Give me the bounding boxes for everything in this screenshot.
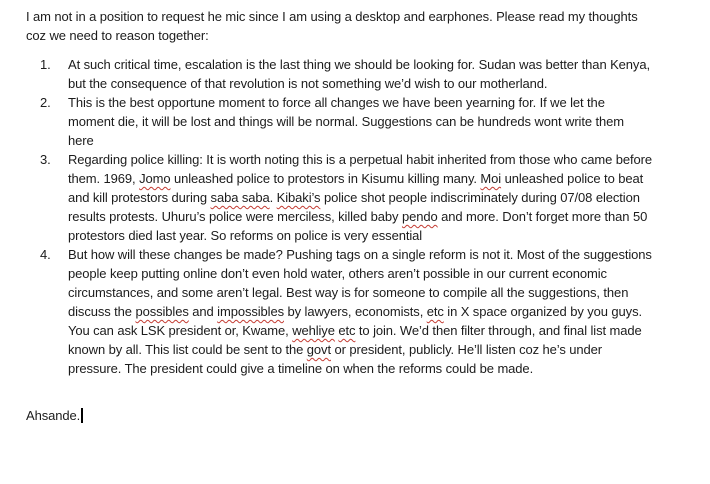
list-item-text[interactable] [68,93,652,150]
list-number: 2. [40,95,51,110]
text-run: unleashed police to beat and kill protestors during [68,171,644,205]
text-run: police shot people indiscriminately during 07/08 election results protests. Uhuru’s police were merciless, killed baby [68,190,640,224]
text-run: At such critical time, escalation is the last thing we should be looking for. Sudan was better than Kenya, but the consequence of that revolution is not something we’d wish to our motherland. [68,57,650,91]
text-run: This is the best opportune moment to force all changes we have been yearning for. If we let the moment die, it will be lost and things will be normal. Suggestions can be hundreds wont write them here [68,95,624,148]
list-number: 1. [40,57,51,72]
text-run: to join. We’d then filter through, and final list made known by all. This list could be sent to the [68,323,642,357]
list-item-text[interactable] [68,150,652,245]
text-cursor-caret [81,408,83,423]
paragraph-intro[interactable]: I am not in a position to request he mic since I am using a desktop and earphones. Please read my thoughts coz we need to reason together: [26,9,638,43]
paragraph-closing[interactable] [26,406,680,425]
misspelled-word: etc [426,304,444,319]
misspelled-word: wehliye [292,323,335,338]
text-run: and more. Don’t forget more than 50 protestors died last year. So reforms on police is very essential [68,209,648,243]
text-run: . [269,190,277,205]
misspelled-word: Kibaki’s [276,190,321,205]
closing-text: Ahsande. [26,408,81,423]
text-run: by lawyers, economists, [284,304,427,319]
misspelled-word: possibles [135,304,189,319]
misspelled-word: govt [306,342,331,357]
list-item[interactable] [26,245,680,378]
list-item[interactable] [26,93,680,150]
list-item-text[interactable] [68,245,652,378]
misspelled-word: pendo [401,209,438,224]
text-run: and [188,304,218,319]
list-item[interactable] [26,150,680,245]
text-run: Regarding police killing: It is worth noting this is a perpetual habit inherited from those who came before them. 1969, [68,152,653,186]
misspelled-word: etc [338,323,356,338]
numbered-list [26,55,680,378]
misspelled-word: saba saba [210,190,270,205]
list-number: 4. [40,247,51,262]
list-number: 3. [40,152,51,167]
text-run: unleashed police to protestors in Kisumu killing many. [170,171,481,186]
list-item-text[interactable] [68,55,652,93]
text-run: in X space organized by you guys. You can ask LSK president or, Kwame, [68,304,642,338]
misspelled-word: impossibles [217,304,284,319]
text-run: But how will these changes be made? Pushing tags on a single reform is not it. Most of the suggestions people keep putting online don’t even hold water, others aren’t possible in our current economic circumstances, and some aren’t legal. Best way is for someone to compile all the suggestions, then discuss the [68,247,652,319]
list-item[interactable] [26,55,680,93]
text-run: or president, publicly. He’ll listen coz he’s under pressure. The president could give a timeline on when the reforms could be made. [68,342,603,376]
misspelled-word: Jomo [139,171,171,186]
misspelled-word: Moi [480,171,502,186]
